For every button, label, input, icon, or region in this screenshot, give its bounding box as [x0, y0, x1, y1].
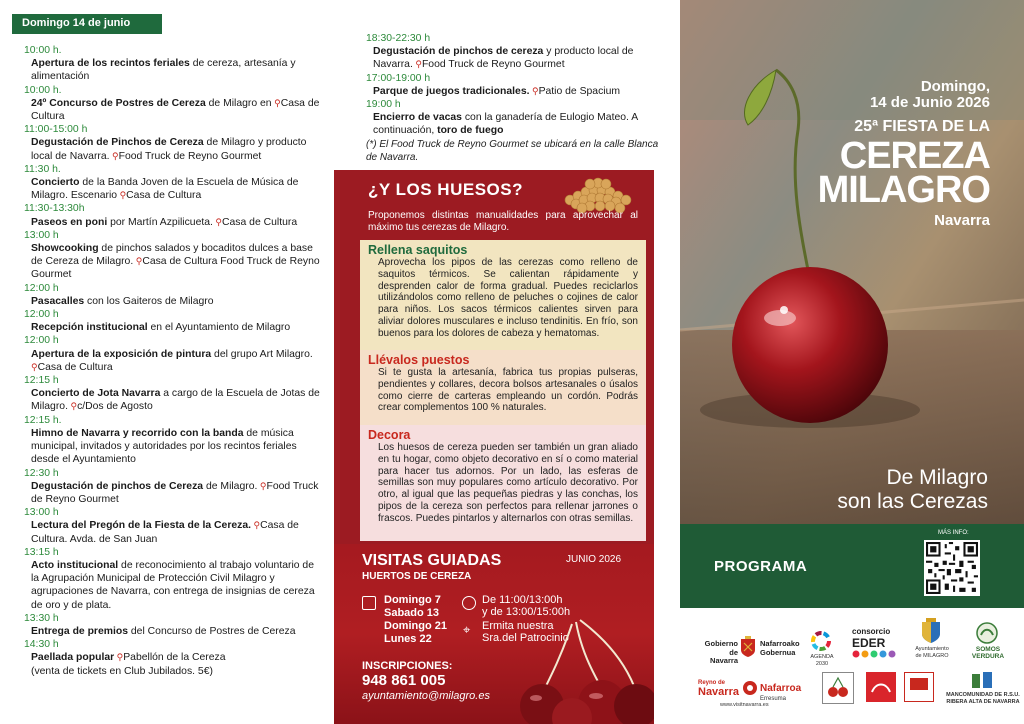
- location-pin-icon: ⚲: [251, 520, 261, 531]
- tip-text: Los huesos de cereza pueden ser también un gran aliado en tu hogar, como objeto decorativo en sí o como material para hacer tus adornos. Por un lado, las esferas de semillas son muy populares como artículo decorativo. Por otro, al igual que las pequeñas piedras y las conchas, los pipos de la cereza son perfectos para rellenar jarrones o frascos. Puedes pintarlos y alternarlos con otras semillas.: [378, 442, 638, 524]
- event-description: [24, 651, 324, 677]
- event-time: 11:30-13:30h: [24, 203, 85, 215]
- event-detail: de Milagro.: [203, 480, 258, 492]
- logo-text: VERDURA: [971, 653, 1005, 660]
- schedule-event: [24, 546, 324, 612]
- event-time: 18:30-22:30 h: [366, 33, 431, 44]
- inscriptions-label: INSCRIPCIONES:: [362, 660, 453, 672]
- visits-subtitle: HUERTOS DE CEREZA: [362, 571, 472, 582]
- logo-text: Nafarroa: [760, 683, 802, 694]
- event-description: [24, 387, 324, 413]
- event-place: Food Truck de Reyno Gourmet: [31, 480, 319, 505]
- event-description: [24, 97, 324, 123]
- visit-time: y de 13:00/15:00h: [482, 606, 571, 618]
- cover-region: Navarra: [934, 212, 990, 229]
- mancomunidad-logo-icon: [970, 670, 994, 690]
- event-time: 13:00 h: [24, 507, 59, 519]
- event-description: [24, 625, 324, 638]
- logo-nafarroa: [760, 684, 801, 704]
- event-description: [24, 427, 324, 467]
- cover-slogan-line1: De Milagro: [886, 466, 988, 489]
- event-time: 13:15 h: [24, 546, 59, 558]
- event-detail: en el Ayuntamiento de Milagro: [147, 322, 291, 334]
- logo-somos-verdura: [968, 646, 1008, 660]
- event-title: 24º Concurso de Postres de Cereza: [31, 97, 206, 109]
- cover-date: 14 de Junio 2026: [869, 94, 990, 111]
- event-description: [24, 176, 324, 202]
- visit-place-line: Ermita nuestra: [482, 620, 554, 632]
- location-pin-icon: ⚲: [271, 97, 281, 108]
- logo-text: de MILAGRO: [915, 652, 949, 659]
- event-place: Casa de Cultura. Avda. de San Juan: [31, 520, 299, 545]
- location-pin-icon: ⚲: [109, 150, 119, 161]
- schedule-event: [24, 229, 324, 282]
- program-band: [680, 524, 1024, 608]
- schedule-column-1: [0, 0, 330, 724]
- event-description: [366, 111, 666, 137]
- event-time: 19:00 h: [366, 99, 401, 111]
- event-time: 10:00 h.: [24, 45, 62, 56]
- cherry-pits-image: [556, 170, 640, 214]
- cover-column: [680, 0, 1024, 724]
- visit-place-line: Sra.del Patrocinio: [482, 632, 569, 644]
- event-time: 14:30 h: [24, 639, 59, 651]
- schedule-event: [24, 308, 324, 334]
- logo-text: Ayuntamiento: [915, 646, 949, 652]
- visit-day: Domingo 7: [384, 594, 441, 606]
- milagro-coat-of-arms-icon: [920, 618, 942, 644]
- event-description: [366, 45, 666, 71]
- event-place: Patio de Spacium: [538, 85, 621, 97]
- event-detail: del grupo Art Milagro.: [211, 348, 313, 360]
- schedule-event: [24, 202, 324, 228]
- event-description: [366, 85, 666, 98]
- event-detail: y producto local de Navarra.: [373, 46, 634, 71]
- reyno-emblem-icon: [742, 680, 758, 696]
- logo-text: consorcio: [852, 627, 891, 636]
- schedule-event: [24, 374, 324, 414]
- tip-box-rellena: [360, 240, 646, 350]
- agenda-2030-wheel-icon: [810, 630, 832, 652]
- event-description: [24, 57, 324, 83]
- phone-number[interactable]: 948 861 005: [362, 672, 446, 689]
- red-association-logo-icon: [866, 672, 896, 702]
- event-detail: de pinchos salados y bocaditos dulces a base de Cereza de Milagro.: [31, 243, 313, 268]
- schedule-event: [366, 72, 666, 98]
- somos-verdura-icon: [976, 622, 998, 644]
- clock-icon: [462, 596, 476, 610]
- event-place: Casa de Cultura: [31, 97, 320, 123]
- location-pin-icon: ⚲: [117, 190, 127, 201]
- logo-gobierno-navarra: [700, 640, 738, 666]
- eder-color-dots: [852, 650, 900, 658]
- logo-consorcio-eder: [852, 628, 890, 649]
- event-title: Concierto de Jota Navarra: [31, 388, 161, 400]
- tip-text: Si te gusta la artesanía, fabrica tus propias pulseras, pendientes y collares, decora bolsos artesanales o úsalos como cierre de carteras empleando un cordón. Podrás crear complementos 100 % naturales.: [378, 367, 638, 414]
- location-pin-icon: ⚲: [529, 85, 539, 96]
- visit-day: Sabado 13: [384, 607, 440, 619]
- event-title: Apertura de la exposición de pintura: [31, 348, 212, 360]
- schedule-column-2: [330, 0, 680, 724]
- logo-text: Reyno de: [698, 680, 726, 686]
- event-title: Apertura de los recintos feriales: [31, 58, 190, 70]
- schedule-event: [24, 282, 324, 308]
- logo-text: de Navarra: [710, 647, 738, 665]
- event-time: 17:00-19:00 h: [366, 72, 431, 84]
- event-description: [24, 559, 324, 612]
- schedule-event: [24, 638, 324, 678]
- event-time: 12:15 h.: [24, 414, 62, 426]
- food-truck-note: (*) El Food Truck de Reyno Gourmet se ubicará en la calle Blanca de Navarra.: [366, 138, 659, 163]
- qr-code[interactable]: [924, 540, 980, 596]
- event-detail: de música municipal, invitados y autoridades por los recintos feriales desde el Ayuntamiento: [31, 427, 297, 466]
- event-place: Pabellón de la Cereza: [123, 652, 226, 664]
- program-label: PROGRAMA: [714, 558, 808, 575]
- event-detail: con los Gaiteros de Milagro: [84, 295, 214, 307]
- logo-text: Gobernua: [760, 647, 796, 657]
- event-title: Degustación de Pinchos de Cereza: [31, 137, 204, 149]
- event-time: 12:00 h: [24, 335, 59, 347]
- event-description: [24, 480, 324, 506]
- event-time: 11:30 h.: [24, 163, 61, 175]
- location-pin-icon: ⚲: [412, 59, 422, 70]
- event-detail: del Concurso de Postres de Cereza: [128, 625, 296, 637]
- cover-slogan-line2: son las Cerezas: [837, 490, 988, 513]
- event-time: 12:15 h: [24, 375, 59, 387]
- event-detail: de la Banda Joven de la Escuela de Música de Milagro. Escenario: [31, 177, 299, 202]
- event-time: 12:30 h: [24, 467, 59, 479]
- cover-fiesta: 25ª FIESTA DE LA: [854, 118, 990, 135]
- visit-time: De 11:00/13:00h: [482, 594, 563, 606]
- event-title: Lectura del Pregón de la Fiesta de la Cereza.: [31, 520, 252, 532]
- logo-agenda-2030: AGENDA 2030: [810, 654, 834, 667]
- club-jubilados-logo-icon: [822, 672, 854, 704]
- event-extra: (venta de tickets en Club Jubilados. 5€): [31, 665, 213, 677]
- cherries-image: [502, 614, 654, 724]
- event-detail: de Milagro en: [205, 97, 272, 109]
- navarra-shield-icon: [740, 636, 756, 658]
- logo-text: SOMOS: [975, 646, 1001, 653]
- event-place: Food Truck de Reyno Gourmet: [421, 59, 565, 71]
- schedule-event: [24, 506, 324, 546]
- event-description: [24, 348, 324, 374]
- event-place: Food Truck de Reyno Gourmet: [118, 150, 262, 162]
- tip-box-llevalos: [360, 350, 646, 425]
- logo-ayuntamiento-milagro: [910, 646, 954, 659]
- event-place: Casa de Cultura: [126, 190, 202, 202]
- email-link[interactable]: ayuntamiento@milagro.es: [362, 690, 490, 702]
- event-detail: de cereza, artesanía y alimentación: [31, 58, 296, 83]
- event-detail: de reconocimiento al trabajo voluntario de la Agrupación Municipal de Protección Civil Milagro y agrupaciones de Navarra, con entrega de insignias de cereza de oro y de plata.: [31, 559, 315, 611]
- location-pin-icon: ⚲: [114, 652, 124, 663]
- location-pin-icon: ⚲: [212, 216, 223, 227]
- event-title: Concierto: [31, 177, 80, 189]
- cover-title-milagro: MILAGRO: [817, 169, 990, 211]
- calendar-icon: [362, 596, 376, 610]
- event-detail: a cargo de la Escuela de Jotas de Milagro.: [31, 388, 320, 413]
- tip-title: Rellena saquitos: [368, 243, 468, 257]
- logo-text: Navarra: [698, 686, 739, 698]
- cover-day: Domingo,: [920, 78, 990, 95]
- event-time: 13:30 h: [24, 612, 59, 624]
- centro-milagro-logo-icon: [904, 672, 934, 702]
- guided-visits-section: [334, 544, 654, 724]
- event-description: [24, 321, 324, 334]
- bones-section: [334, 170, 654, 544]
- event-detail: por Martín Azpilicueta.: [107, 216, 213, 228]
- tip-text: Aprovecha los pipos de las cerezas como relleno de saquitos térmicos. Se calientan rápidamente y desprenden calor de forma gradual. Puedes reciclarlos utilizándolos como relleno de peluches o cojines de calor para niños. Los sacos térmicos calientes sirven para aliviar dolores musculares e incluso tendinitis. En frío, son buenos para los dolores de cabeza y hematomas.: [378, 257, 638, 339]
- schedule-event: [366, 32, 666, 72]
- logo-mancomunidad: [946, 692, 1020, 705]
- event-title: Paseos en poni: [31, 216, 108, 228]
- event-time: 12:00 h: [24, 282, 59, 294]
- logo-text: Gobierno: [704, 639, 738, 648]
- tip-box-decora: [360, 425, 646, 541]
- schedule-event: [366, 98, 666, 138]
- sponsor-logos: [680, 608, 1024, 724]
- event-title: Entrega de premios: [31, 625, 129, 637]
- event-title: Degustación de pinchos de Cereza: [31, 480, 204, 492]
- event-time: 11:00-15:00 h: [24, 124, 88, 136]
- event-detail: con la ganadería de Eulogio Mateo. A continuación,: [373, 112, 638, 137]
- event-title: Degustación de pinchos de cereza: [373, 46, 544, 58]
- location-pin-icon: ⚲: [67, 401, 78, 412]
- logo-reyno-navarra: [698, 680, 739, 698]
- schedule-event: [24, 84, 324, 124]
- schedule-event: [24, 334, 324, 374]
- location-pin-icon: ⚲: [257, 480, 267, 491]
- schedule-event: [24, 414, 324, 467]
- event-description: [24, 519, 324, 545]
- visit-day: Lunes 22: [384, 633, 432, 645]
- visits-month: JUNIO 2026: [566, 554, 622, 565]
- event-title-extra: toro de fuego: [437, 125, 504, 137]
- event-title: Recepción institucional: [31, 322, 148, 334]
- schedule-list-1: [24, 44, 324, 678]
- event-title: Pasacalles: [31, 295, 85, 307]
- schedule-event: [24, 44, 324, 84]
- event-time: 12:00 h: [24, 309, 59, 321]
- visit-day: Domingo 21: [384, 620, 447, 632]
- event-detail: de Milagro y producto local de Navarra.: [31, 137, 307, 162]
- logo-text: RIBERA ALTA DE NAVARRA: [946, 698, 1020, 705]
- event-title: Acto institucional: [31, 559, 119, 571]
- logo-text: Erresuma: [760, 696, 787, 702]
- event-place: Casa de Cultura: [37, 361, 113, 373]
- visits-title: VISITAS GUIADAS: [362, 552, 502, 569]
- logo-text: MANCOMUNIDAD DE R.S.U.: [946, 692, 1020, 698]
- schedule-list-2: [366, 32, 666, 164]
- schedule-event: [24, 123, 324, 163]
- event-place: c/Dos de Agosto: [77, 401, 153, 413]
- logo-text: EDER: [852, 635, 886, 650]
- event-description: [24, 216, 324, 229]
- date-tag: Domingo 14 de junio: [12, 14, 162, 34]
- location-pin-icon: ⌖: [463, 622, 471, 637]
- event-title: Encierro de vacas: [373, 112, 462, 124]
- tip-title: Llévalos puestos: [368, 353, 470, 367]
- event-title: Showcooking: [31, 243, 99, 255]
- cover-title-cereza: CEREZA: [839, 135, 990, 177]
- event-description: [24, 295, 324, 308]
- event-place: Casa de Cultura: [222, 216, 298, 228]
- event-time: 10:00 h.: [24, 84, 62, 96]
- schedule-event: [24, 163, 324, 203]
- event-place: Casa de Cultura Food Truck de Reyno Gourmet: [31, 256, 320, 281]
- schedule-event: [24, 612, 324, 638]
- location-pin-icon: ⚲: [133, 256, 143, 267]
- event-title: Himno de Navarra y recorrido con la banda: [31, 427, 244, 439]
- event-time: 13:00 h: [24, 229, 59, 241]
- logo-text: Nafarroako: [760, 639, 800, 648]
- visit-days: [384, 594, 447, 646]
- logo-nafarroako-gobernua: [760, 640, 800, 657]
- event-title: Paellada popular: [31, 652, 115, 664]
- bones-intro: Proponemos distintas manualidades para aprovechar al máximo tus cerezas de Milagro.: [368, 210, 638, 233]
- visitnavarra-url[interactable]: www.visitnavarra.es: [720, 702, 769, 708]
- event-description: [24, 136, 324, 162]
- bones-title: ¿Y LOS HUESOS?: [368, 180, 523, 199]
- event-description: [24, 242, 324, 282]
- location-pin-icon: ⚲: [31, 361, 38, 372]
- event-title: Parque de juegos tradicionales.: [373, 85, 530, 97]
- more-info-label: MÁS INFO:: [938, 530, 969, 536]
- schedule-event: [24, 467, 324, 507]
- tip-title: Decora: [368, 428, 411, 442]
